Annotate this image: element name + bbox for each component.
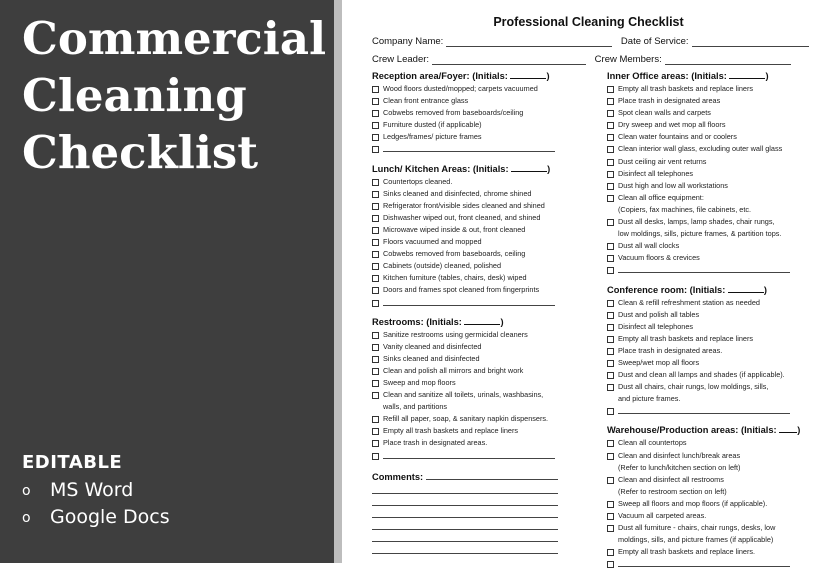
checkbox[interactable] (607, 525, 614, 532)
checklist-item (607, 143, 807, 155)
checkbox[interactable] (372, 428, 379, 435)
checklist-item (607, 510, 807, 522)
comments-line[interactable] (426, 471, 558, 480)
checkbox[interactable] (372, 356, 379, 363)
checkbox[interactable] (607, 348, 614, 355)
initials-line[interactable] (728, 284, 764, 293)
checklist-item (607, 345, 807, 357)
checklist-item (607, 180, 807, 192)
checklist-item-text: Floors vacuumed and mopped (383, 237, 482, 247)
section-heading-close: ) (546, 71, 550, 81)
app-item-ms-word (22, 478, 170, 505)
checklist-item-text: Empty all trash baskets and replace liners (383, 426, 519, 436)
app-name: Google Docs (50, 506, 170, 528)
checklist-item-text: Disinfect all telephones (618, 168, 694, 178)
checkbox[interactable] (372, 98, 379, 105)
checklist-item-text: Wood floors dusted/mopped; carpets vacuumed (383, 84, 538, 93)
checkbox[interactable] (372, 251, 379, 258)
checkbox[interactable] (372, 275, 379, 282)
blank-fill-line[interactable] (618, 264, 790, 273)
section-heading-close: ) (765, 71, 769, 81)
section-heading-text: Inner Office areas: (Initials: (607, 71, 727, 81)
checklist-item-text: Dust and clean all lamps and shades (if applicable). (618, 370, 785, 380)
checklist-item (607, 95, 807, 107)
checkbox[interactable] (607, 360, 614, 367)
checklist-item (607, 297, 807, 309)
checklist-item-text: Sinks cleaned and disinfected, chrome shined (383, 188, 532, 198)
checkbox[interactable] (372, 239, 379, 246)
checklist-item (372, 389, 572, 413)
checklist-item (607, 156, 807, 168)
checklist-item (372, 200, 572, 212)
checklist-item-text: Clean & refill refreshment station as needed (618, 297, 760, 307)
checklist-item (372, 248, 572, 260)
checklist-item-text: Empty all trash baskets and replace liners. (618, 547, 756, 557)
field-row-company (372, 36, 809, 47)
checklist-item (607, 474, 807, 498)
section-heading-text: Warehouse/Production areas: (Initials: (607, 425, 777, 436)
section-heading-text: Conference room: (Initials: (607, 284, 726, 295)
checklist-item-text: Dust all chairs, chair rungs, low moldings, sills, (618, 382, 769, 392)
checkbox[interactable] (607, 267, 614, 274)
checklist-item-text: Refill all paper, soap, & sanitary napkin dispensers. (383, 414, 549, 424)
checkbox[interactable] (372, 263, 379, 270)
checklist-item (372, 236, 572, 248)
app-item-google-docs (22, 505, 170, 532)
checkbox[interactable] (372, 332, 379, 339)
section-heading-close: ) (797, 425, 801, 436)
checklist-item (607, 107, 807, 119)
initials-line[interactable] (729, 70, 765, 79)
checklist-item-text: Cobwebs removed from baseboards, ceiling (383, 249, 526, 259)
checkbox[interactable] (607, 501, 614, 508)
checkbox[interactable] (372, 110, 379, 117)
checkbox[interactable] (372, 416, 379, 423)
promo-title (22, 10, 327, 181)
app-list (22, 478, 170, 532)
checklist-item (607, 321, 807, 333)
checklist-item (372, 83, 572, 95)
checkbox[interactable] (607, 336, 614, 343)
checklist-item-text: Dust all desks, lamps, lamp shades, chair rungs, (618, 217, 775, 227)
checkbox[interactable] (607, 477, 614, 484)
checklist-item-text: Clean water fountains and or coolers (618, 132, 737, 142)
checkbox[interactable] (607, 195, 614, 202)
checklist-item-text: Sweep all floors and mop floors (if applicable). (618, 498, 768, 508)
checkbox[interactable] (372, 122, 379, 129)
bullet-icon: o (22, 510, 31, 526)
checklist-item (372, 95, 572, 107)
checklist-item-text: (Refer to lunch/kitchen section on left) (618, 462, 741, 472)
checklist-item-text: Place trash in designated areas. (618, 345, 723, 355)
bullet-icon: o (22, 483, 31, 499)
checkbox[interactable] (607, 255, 614, 262)
checklist-item (372, 437, 572, 449)
checklist-item-text: Clean and disinfect lunch/break areas (618, 450, 741, 460)
checklist-item (372, 413, 572, 425)
right-column (607, 70, 807, 571)
checkbox[interactable] (372, 287, 379, 294)
date-of-service-label: Date of Service: (620, 36, 689, 47)
blank-fill-line[interactable] (383, 297, 555, 306)
checkbox[interactable] (372, 344, 379, 351)
checkbox[interactable] (372, 380, 379, 387)
checklist-item (372, 425, 572, 437)
page-shadow (334, 0, 342, 563)
company-name-line[interactable] (446, 36, 612, 47)
checkbox[interactable] (372, 134, 379, 141)
comments-line[interactable] (372, 482, 558, 494)
checklist-item (372, 272, 572, 284)
checklist-item-text: Clean all countertops (618, 438, 687, 448)
crew-leader-line[interactable] (432, 54, 586, 65)
checklist-item-text: Dust all furniture - chairs, chair rungs, desks, low (618, 523, 776, 533)
checkbox[interactable] (372, 191, 379, 198)
checklist-item (607, 522, 807, 546)
checklist-item-text: Sanitize restrooms using germicidal cleaners (383, 329, 528, 339)
checkbox[interactable] (607, 384, 614, 391)
promo-title-line: Commercial (22, 12, 327, 65)
checklist-item (607, 83, 807, 95)
checklist-item-text: Vacuum floors & crevices (618, 253, 700, 263)
checklist-item-text: Disinfect all telephones (618, 321, 694, 331)
checklist-item (607, 450, 807, 474)
comments-label (372, 471, 572, 482)
checklist-item (607, 240, 807, 252)
section-heading-text: Lunch/ Kitchen Areas: (Initials: (372, 163, 509, 174)
section-heading (607, 70, 807, 83)
checklist-item (607, 216, 807, 240)
checklist-item-blank (372, 450, 572, 463)
checklist-item (372, 188, 572, 200)
promo-title-line: Cleaning (22, 69, 247, 122)
field-row-crew (372, 54, 791, 65)
checklist-item (372, 377, 572, 389)
checkbox[interactable] (607, 513, 614, 520)
checkbox[interactable] (607, 134, 614, 141)
checklist-item-text: Clean interior wall glass, excluding outer wall glass (618, 144, 783, 154)
comments-label-text: Comments: (372, 471, 424, 482)
section-heading (607, 424, 807, 437)
checklist-item (372, 341, 572, 353)
initials-line[interactable] (779, 424, 797, 433)
checkbox[interactable] (372, 86, 379, 93)
checklist-item-text: Vanity cleaned and disinfected (383, 341, 482, 351)
checkbox[interactable] (607, 110, 614, 117)
checkbox[interactable] (607, 171, 614, 178)
checklist-item-text: Sweep/wet mop all floors (618, 357, 700, 367)
checklist-item (372, 176, 572, 188)
checklist-item-text: (Copiers, fax machines, file cabinets, etc. (618, 204, 752, 214)
checklist-item-text: Countertops cleaned. (383, 176, 453, 186)
checkbox[interactable] (607, 561, 614, 568)
checklist-item (372, 131, 572, 143)
checklist-item (607, 381, 807, 405)
checklist-item-text: Cobwebs removed from baseboards/ceiling (383, 108, 524, 118)
checklist-item (372, 107, 572, 119)
blank-fill-line[interactable] (618, 405, 790, 414)
checklist-item-text: Sinks cleaned and disinfected (383, 353, 480, 363)
checklist-item-text: Clean and sanitize all toilets, urinals, washbasins, (383, 390, 544, 400)
checklist-item-text: Sweep and mop floors (383, 377, 456, 387)
checklist-document (342, 0, 835, 563)
initials-line[interactable] (511, 163, 547, 172)
checklist-item-text: and picture frames. (618, 394, 681, 404)
checkbox[interactable] (607, 408, 614, 415)
checkbox[interactable] (607, 453, 614, 460)
checkbox[interactable] (372, 215, 379, 222)
checklist-item-blank (372, 143, 572, 156)
checkbox[interactable] (372, 179, 379, 186)
checklist-item-text: Empty all trash baskets and replace liners (618, 84, 754, 93)
checklist-item-text: Place trash in designated areas. (383, 438, 488, 448)
checkbox[interactable] (372, 368, 379, 375)
checklist-item-text: Dishwasher wiped out, front cleaned, and shined (383, 212, 541, 222)
checkbox[interactable] (607, 219, 614, 226)
checklist-item-text: Dust high and low all workstations (618, 180, 728, 190)
checklist-item-text: Refrigerator front/visible sides cleaned and shined (383, 200, 545, 210)
checklist-item-text: Clean front entrance glass (383, 96, 469, 106)
checklist-item-text: Dust ceiling air vent returns (618, 156, 707, 166)
checklist-item-text: Empty all trash baskets and replace liners (618, 333, 754, 343)
checklist-item (607, 546, 807, 558)
checklist-item-text: Dry sweep and wet mop all floors (618, 120, 726, 130)
checklist-item (372, 224, 572, 236)
checklist-item (607, 192, 807, 216)
checklist-item-text: (Refer to restroom section on left) (618, 486, 727, 496)
checklist-item (607, 309, 807, 321)
checkbox[interactable] (607, 324, 614, 331)
checklist-item-text: Place trash in designated areas (618, 96, 721, 106)
checklist-item (372, 212, 572, 224)
checklist-item (607, 168, 807, 180)
crew-leader-label: Crew Leader: (372, 54, 430, 65)
crew-members-label: Crew Members: (594, 54, 662, 65)
comments-line[interactable] (372, 506, 558, 518)
document-title: Professional Cleaning Checklist (493, 15, 684, 29)
checklist-item-text: Dust all wall clocks (618, 241, 680, 251)
initials-line[interactable] (464, 316, 500, 325)
checkbox[interactable] (372, 146, 379, 153)
checklist-item-text: moldings, sills, and picture frames (if applicable) (618, 535, 774, 545)
section-heading (372, 316, 572, 329)
checkbox[interactable] (607, 86, 614, 93)
checklist-item-blank (607, 264, 807, 277)
checklist-item-text: Kitchen furniture (tables, chairs, desk) wiped (383, 273, 527, 283)
checkbox[interactable] (607, 243, 614, 250)
checklist-item-text: Doors and frames spot cleaned from fingerprints (383, 285, 540, 295)
left-column (372, 70, 572, 554)
checklist-item-text: Dust and polish all tables (618, 309, 700, 319)
checklist-item (607, 119, 807, 131)
checklist-item-text: low moldings, sills, picture frames, & partition tops. (618, 229, 782, 239)
initials-line[interactable] (510, 70, 546, 79)
checkbox[interactable] (607, 312, 614, 319)
editable-label: EDITABLE (22, 452, 123, 473)
checklist-item (607, 369, 807, 381)
checklist-item (607, 252, 807, 264)
section-heading-text: Reception area/Foyer: (Initials: (372, 71, 508, 81)
section-heading-text: Restrooms: (Initials: (372, 316, 462, 327)
checklist-item (372, 365, 572, 377)
section-heading-close: ) (500, 316, 504, 327)
checklist-item (607, 437, 807, 449)
checklist-item (372, 329, 572, 341)
checkbox[interactable] (607, 183, 614, 190)
section-heading-close: ) (547, 163, 551, 174)
blank-fill-line[interactable] (383, 450, 555, 459)
date-of-service-line[interactable] (692, 36, 809, 47)
checkbox[interactable] (372, 440, 379, 447)
checkbox[interactable] (372, 300, 379, 307)
checkbox[interactable] (607, 440, 614, 447)
comments-line[interactable] (372, 518, 558, 530)
checklist-item (607, 333, 807, 345)
checkbox[interactable] (372, 227, 379, 234)
checkbox[interactable] (607, 146, 614, 153)
checklist-item (372, 119, 572, 131)
checklist-item (607, 498, 807, 510)
checklist-item-blank (607, 405, 807, 418)
checkbox[interactable] (372, 453, 379, 460)
promo-panel (0, 0, 334, 563)
checklist-item (372, 260, 572, 272)
checklist-item-text: Spot clean walls and carpets (618, 108, 711, 118)
checkbox[interactable] (372, 392, 379, 399)
checkbox[interactable] (607, 549, 614, 556)
checkbox[interactable] (372, 203, 379, 210)
checkbox[interactable] (607, 372, 614, 379)
checklist-item-text: Clean and disinfect all restrooms (618, 474, 724, 484)
checklist-item (372, 284, 572, 296)
company-name-label: Company Name: (372, 36, 444, 47)
section-heading (372, 70, 572, 83)
blank-fill-line[interactable] (383, 143, 555, 152)
comments-line[interactable] (372, 542, 558, 554)
comments-line[interactable] (372, 494, 558, 506)
section-heading (372, 163, 572, 176)
checkbox[interactable] (607, 122, 614, 129)
checklist-item-text: walls, and partitions (383, 402, 448, 412)
app-name: MS Word (50, 479, 134, 501)
checklist-item (607, 357, 807, 369)
checkbox[interactable] (607, 300, 614, 307)
checkbox[interactable] (607, 98, 614, 105)
section-heading-close: ) (763, 284, 767, 295)
checkbox[interactable] (607, 159, 614, 166)
checklist-item-text: Ledges/frames/ picture frames (383, 132, 482, 142)
checklist-item-text: Vacuum all carpeted areas. (618, 511, 707, 520)
checklist-item-text: Microwave wiped inside & out, front cleaned (383, 224, 526, 234)
comments-line[interactable] (372, 530, 558, 542)
checklist-item-text: Clean and polish all mirrors and bright work (383, 365, 524, 375)
promo-title-line: Checklist (22, 126, 259, 179)
checklist-item-text: Clean all office equipment: (618, 192, 704, 202)
checklist-item (607, 131, 807, 143)
checklist-item-blank (607, 558, 807, 571)
crew-members-line[interactable] (665, 54, 791, 65)
section-heading (607, 284, 807, 297)
checklist-item-blank (372, 297, 572, 310)
checklist-item (372, 353, 572, 365)
checklist-item-text: Furniture dusted (if applicable) (383, 120, 482, 130)
checklist-item-text: Cabinets (outside) cleaned, polished (383, 261, 502, 271)
